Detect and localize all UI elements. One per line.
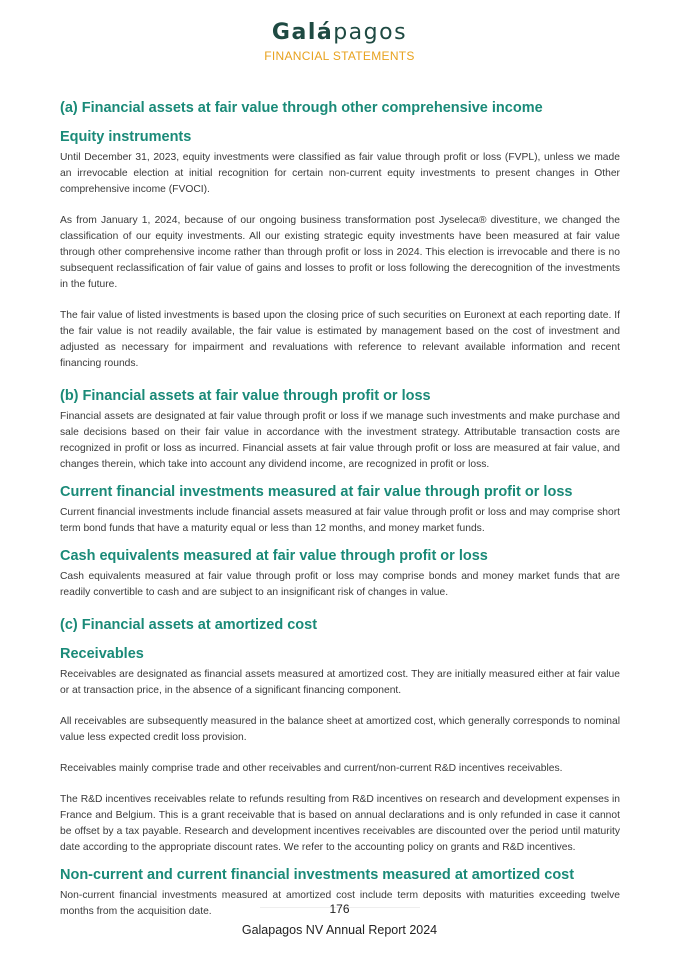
current-investments-heading: Current financial investments measured at fair value through profit or loss bbox=[60, 484, 573, 500]
cash-equivalents-paragraph: Cash equivalents measured at fair value through profit or loss may comprise bonds and money market funds that are readily convertible to cash and are subject to an insignificant risk of changes in value. bbox=[60, 571, 620, 598]
non-current-investments-heading: Non-current and current financial investments measured at amortized cost bbox=[60, 867, 575, 883]
equity-paragraph-1: Until December 31, 2023, equity investments were classified as fair value through profit or loss (FVPL), unless we made an irrevocable election at initial recognition for certain non-current equity investments to present changes in Other comprehensive income (FVOCI). bbox=[60, 152, 620, 195]
logo-light-part: pagos bbox=[333, 20, 408, 45]
receivables-heading: Receivables bbox=[60, 646, 144, 662]
page-number: 176 bbox=[329, 902, 350, 916]
section-c-heading: (c) Financial assets at amortized cost bbox=[60, 617, 318, 633]
receivables-paragraph-1: Receivables are designated as financial assets measured at amortized cost. They are initially measured either at fair value or at transaction price, in the absence of a significant financing component. bbox=[60, 669, 620, 696]
page-header bbox=[0, 18, 679, 63]
section-b-paragraph: Financial assets are designated at fair value through profit or loss if we manage such investments and make purchase and sale decisions based on their fair value in accordance with the investment strategy. Attributable transaction costs are recognized in profit or loss as incurred. Financial assets at fair value through profit or loss are measured at fair value, and changes therein, which take into account any dividend income, are recognized in profit or loss. bbox=[60, 411, 620, 470]
non-current-investments-paragraph: Non-current financial investments measured at amortized cost include term deposits with maturities exceeding twelve months from the acquisition date. bbox=[60, 890, 620, 917]
equity-paragraph-2: As from January 1, 2024, because of our ongoing business transformation post Jyseleca® divestiture, we changed the classification of our equity investments. All our existing strategic equity investments have been measured at fair value through other comprehensive income rather than through profit or loss in 2024. This election is irrevocable and there is no subsequent reclassification of fair value of gains and losses to profit or loss following the derecognition of the investments in the future. bbox=[60, 215, 620, 290]
receivables-paragraph-2: All receivables are subsequently measured in the balance sheet at amortized cost, which generally corresponds to nominal value less expected credit loss provision. bbox=[60, 716, 620, 743]
logo-bold-part: Galá bbox=[271, 20, 334, 45]
section-b-heading: (b) Financial assets at fair value through profit or loss bbox=[60, 388, 431, 404]
current-investments-paragraph: Current financial investments include financial assets measured at fair value through profit or loss and may comprise short term bond funds that have a maturity equal or less than 12 months, and money market funds. bbox=[60, 507, 620, 534]
cash-equivalents-heading: Cash equivalents measured at fair value through profit or loss bbox=[60, 548, 488, 564]
section-a-heading: (a) Financial assets at fair value through other comprehensive income bbox=[60, 100, 543, 116]
equity-instruments-heading: Equity instruments bbox=[60, 129, 192, 145]
galapagos-logo bbox=[0, 18, 679, 48]
report-title: Galapagos NV Annual Report 2024 bbox=[241, 923, 438, 937]
equity-paragraph-3: The fair value of listed investments is based upon the closing price of such securities on Euronext at each reporting date. If the fair value is not readily available, the fair value is estimated by management based on the cost of investment and adjusted as necessary for impairment and revaluations with reference to relevant available information and recent financing rounds. bbox=[60, 310, 620, 369]
main-content bbox=[60, 98, 620, 920]
receivables-paragraph-4: The R&D incentives receivables relate to refunds resulting from R&D incentives on research and development expenses in France and Belgium. This is a grant receivable that is based on annual declarations and is only refunded in case it cannot be offset by a tax payable. Research and development incentives receivables are discounted over the period until maturity date according to the appropriate discount rates. We refer to the accounting policy on grants and R&D incentives. bbox=[60, 794, 620, 853]
receivables-paragraph-3: Receivables mainly comprise trade and other receivables and current/non-current R&D incentives receivables. bbox=[60, 763, 563, 774]
section-subtitle: FINANCIAL STATEMENTS bbox=[264, 49, 415, 63]
